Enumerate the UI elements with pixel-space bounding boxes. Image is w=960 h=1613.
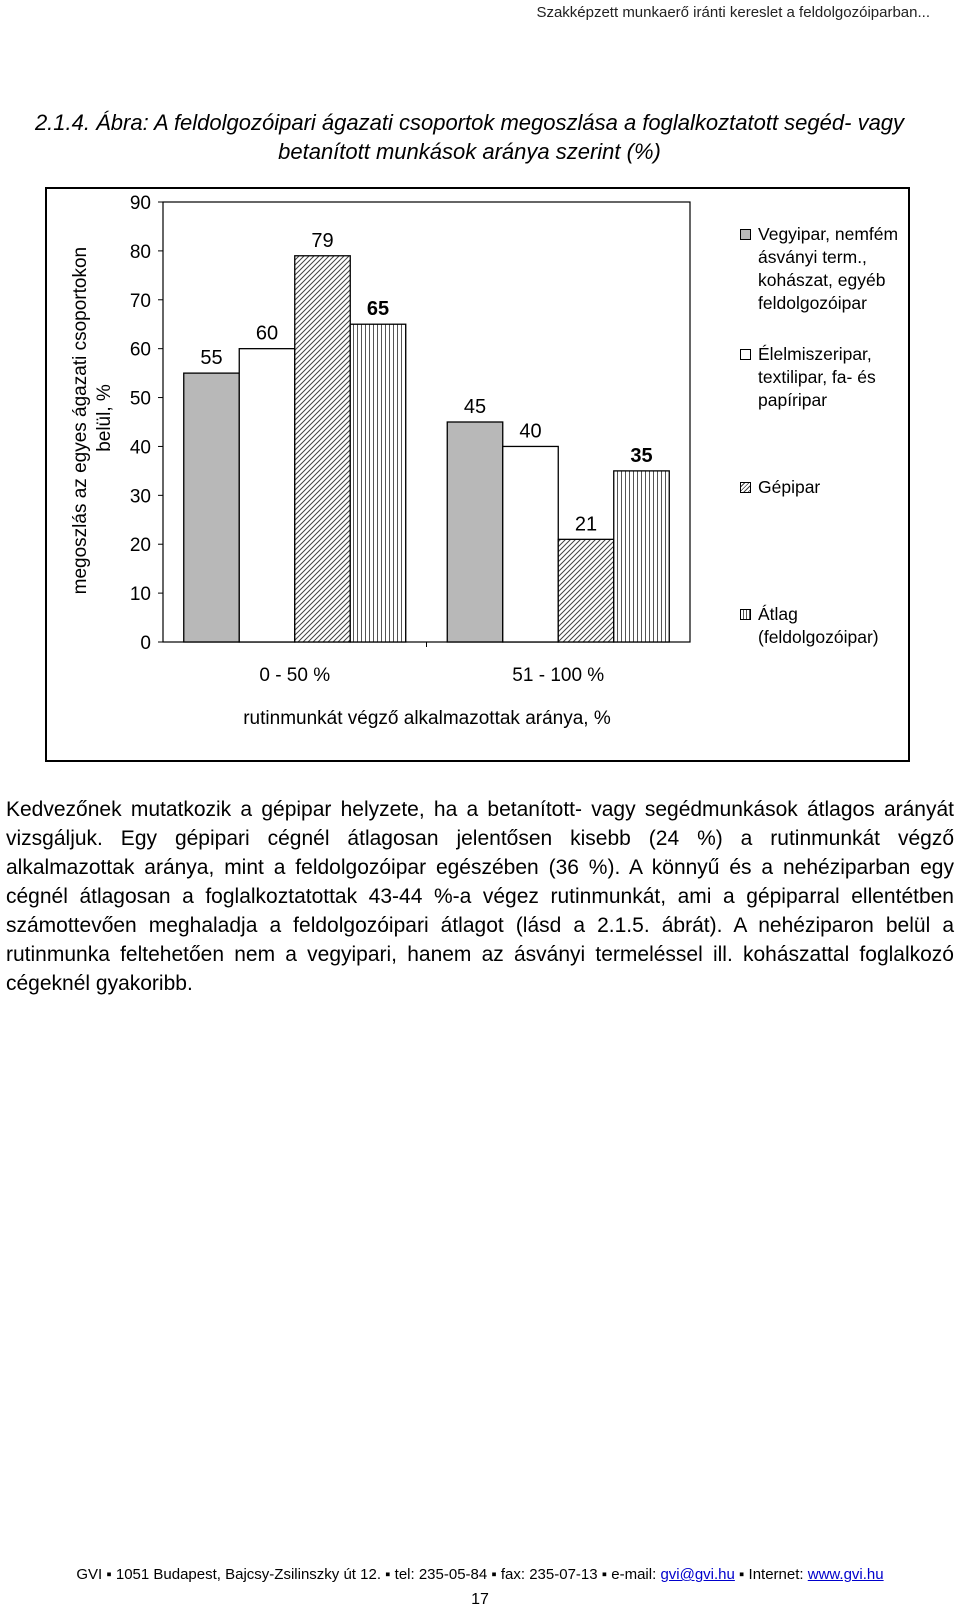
figure-title: 2.1.4. Ábra: A feldolgozóipari ágazati csoportok megoszlása a foglalkoztatott segéd- vagy betanított munkások aránya szerint (%) [34, 110, 905, 164]
data-label: 65 [366, 298, 390, 321]
data-label: 40 [519, 420, 542, 443]
legend-label: Átlag (feldolgozóipar) [758, 604, 879, 647]
y-tick-label: 10 [129, 584, 151, 606]
page-footer [0, 1566, 960, 1583]
bar [447, 422, 503, 642]
y-tick-label: 0 [140, 633, 151, 654]
footer-address: GVI ▪ 1051 Budapest, Bajcsy-Zsilinszky út 12. ▪ tel: 235-05-84 ▪ fax: 235-07-13 ▪ e-mail: [76, 1566, 657, 1583]
bar [239, 349, 295, 642]
page-number: 17 [471, 1591, 489, 1608]
data-label: 45 [463, 396, 487, 418]
data-label: 21 [574, 513, 598, 536]
legend-label: Vegyipar, nemfém ásványi term., kohászat, egyéb feldolgozóipar [758, 224, 899, 313]
y-tick-label: 20 [129, 535, 151, 557]
bar [295, 256, 351, 642]
data-label: 60 [255, 322, 279, 345]
data-label: 35 [630, 444, 653, 467]
y-tick-label: 40 [129, 437, 151, 459]
y-tick-label: 80 [129, 241, 151, 263]
data-label: 55 [200, 347, 223, 370]
y-axis-label: megoszlás az egyes ágazati csoportokon belül, % [70, 246, 115, 595]
legend-swatch [740, 349, 751, 360]
x-tick-label: 0 - 50 % [259, 665, 331, 686]
x-axis-label: rutinmunkát végző alkalmazottak aránya, % [243, 708, 611, 729]
footer-internet-label: ▪ Internet: [739, 1566, 804, 1583]
y-tick-label: 50 [129, 388, 151, 410]
bar [614, 471, 670, 642]
x-tick-label: 51 - 100 % [512, 665, 605, 686]
footer-email-link[interactable]: gvi@gvi.hu [660, 1566, 735, 1583]
bar [184, 373, 240, 642]
y-tick-label: 60 [129, 339, 151, 361]
legend-swatch [740, 609, 751, 620]
bar [350, 324, 406, 642]
y-tick-label: 30 [129, 486, 151, 508]
data-label: 79 [311, 229, 334, 252]
legend-label: Gépipar [758, 477, 821, 497]
running-head: Szakképzett munkaerő iránti kereslet a feldolgozóiparban... [536, 4, 930, 21]
legend-swatch [740, 482, 751, 493]
bar [503, 446, 559, 642]
legend-label: Élelmiszeripar, textilipar, fa- és papíripar [758, 344, 876, 410]
legend-swatch [740, 229, 751, 240]
y-tick-label: 90 [129, 193, 151, 214]
bar [558, 539, 614, 642]
body-paragraph: Kedvezőnek mutatkozik a gépipar helyzete, ha a betanított- vagy segédmunkások átlagos arányát vizsgáljuk. Egy gépipari cégnél átlagosan jelentősen kisebb (24 %) a rutinmunkát végző alkalmazottak aránya, mint a feldolgozóipar egészében (36 %). A könnyű és a nehéziparban egy cégnél átlagosan a foglalkoztatottak 43-44 %-a végez rutinmunkát, ami a gépiparral ellentétben számottevően meghaladja a feldolgozóipari átlagot (lásd a 2.1.5. ábrát). A nehéziparon belül a rutinmunka feltehetően nem a vegyipari, hanem az ásványi termeléssel ill. kohászattal foglalkozó cégeknél gyakoribb. [6, 798, 954, 995]
y-tick-label: 70 [129, 290, 151, 312]
footer-website-link[interactable]: www.gvi.hu [807, 1566, 884, 1583]
